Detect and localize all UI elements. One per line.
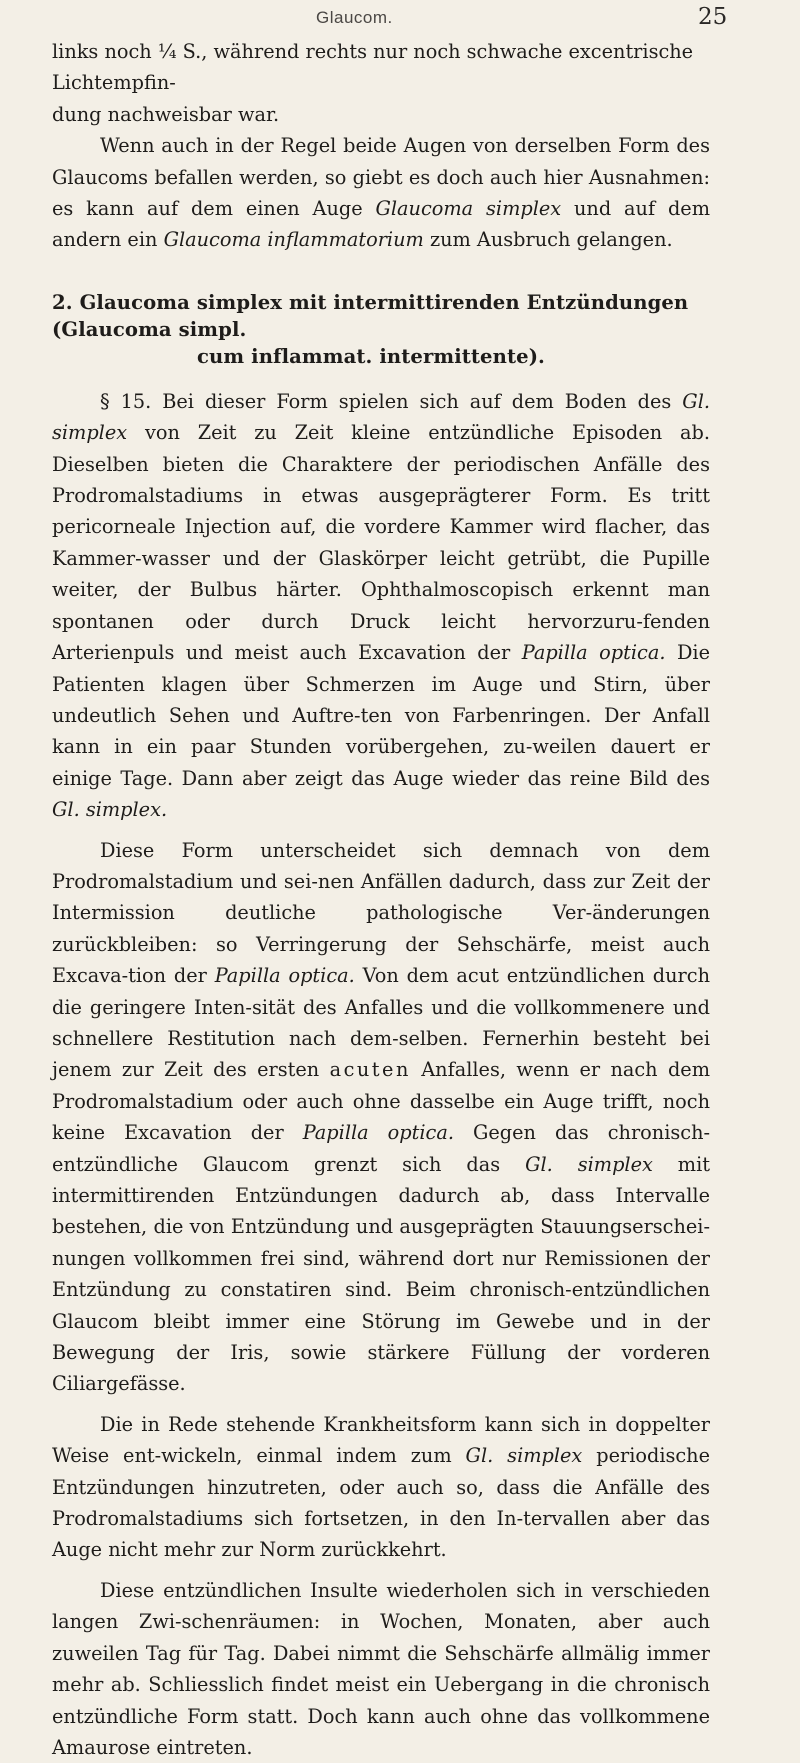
italic-term: Glaucoma simplex (375, 197, 562, 221)
text-run: und auf dem andern ein (52, 197, 710, 252)
continuation-line-1: links noch ¼ S., während rechts nur noch schwache excentrische Lichtempfin- (52, 40, 694, 95)
italic-term: Gl. simplex (465, 1444, 583, 1468)
page-number: 25 (698, 4, 728, 30)
text-run: Die in Rede stehende Krankheitsform kann sich in doppelter Weise ent-wickeln, einmal indem zum (52, 1412, 710, 1468)
text-run: von Zeit zu Zeit kleine entzündliche Episoden ab. Dieselben bieten die Charaktere der periodischen Anfälle des Prodromalstadiums in etwas ausgeprägterer Form. Es tritt pericorneale Injection auf, die vordere Kammer wird flacher, das Kammer-wasser und der Glaskörper leicht getrübt, die Pupille weiter, der Bulbus härter. Ophthalmoscopisch erkennt man spontanen oder durch Druck leicht hervorzuru-fenden Arterienpuls und meist auch Excavation der (52, 421, 710, 665)
paragraph-differentiation (52, 835, 710, 1400)
text-run: Wenn auch in der Regel beide Augen von derselben Form des Glaucoms befallen werden, so giebt es doch auch hier Ausnahmen: es kann auf dem einen Auge (52, 134, 710, 221)
text-run: Anfalles, wenn er nach dem Prodromalstadium oder auch ohne dasselbe ein Auge trifft, noch keine Excavation der (52, 1058, 710, 1145)
text-run: Von dem acut entzündlichen durch die geringere Inten-sität des Anfalles und die vollkommenere und schnellere Restitution nach dem-selben. Fernerhin besteht bei jenem zur Zeit des ersten (52, 964, 710, 1082)
text-run: Gegen das chronisch-entzündliche Glaucom grenzt sich das (52, 1121, 711, 1176)
paragraph-section-15 (52, 386, 710, 826)
italic-term: Gl. simplex (52, 389, 710, 445)
italic-term: Papilla optica. (521, 641, 666, 665)
body-text (52, 36, 710, 1763)
italic-term: Papilla optica. (214, 964, 355, 988)
text-run: § 15. Bei dieser Form spielen sich auf dem Boden des (100, 389, 683, 413)
paragraph-exceptions (52, 130, 710, 256)
italic-term: Gl. simplex (525, 1152, 653, 1176)
italic-term: Glaucoma inflammatorium (163, 228, 424, 252)
text-run: Diese Form unterscheidet sich demnach von dem Prodromalstadium und sei-nen Anfällen dadurch, dass zur Zeit der Intermission deutliche pathologische Ver-änderungen zurückbleiben: so Verringerung der Sehschärfe, meist auch Excava-tion der (52, 838, 710, 988)
paragraph-gap (52, 1566, 710, 1575)
continuation-paragraph (52, 36, 710, 130)
section-heading-line-1: 2. Glaucoma simplex mit intermittirenden Entzündungen (Glaucoma simpl. (52, 290, 689, 341)
running-title: Glaucom. (316, 8, 393, 27)
paragraph-gap (52, 826, 710, 835)
spaced-emphasis: acuten (329, 1058, 411, 1082)
running-head (0, 4, 800, 34)
text-run: periodische Entzündungen hinzutreten, oder auch so, dass die Anfälle des Prodromalstadiums sich fortsetzen, in den In-tervallen aber das Auge nicht mehr zur Norm zurückkehrt. (52, 1444, 711, 1562)
continuation-line-2: dung nachweisbar war. (52, 102, 280, 126)
section-heading (52, 289, 710, 370)
italic-term: Papilla optica. (302, 1121, 454, 1145)
italic-term: Gl. simplex. (52, 798, 168, 822)
text-run: zum Ausbruch gelangen. (423, 228, 673, 252)
paragraph-gap (52, 1400, 710, 1409)
text-run: mit intermittirenden Entzündungen dadurch ab, dass Intervalle bestehen, die von Entzündung und ausgeprägten Stauungserschei-nungen vollkommen frei sind, während dort nur Remissionen der Entzündung zu constatiren sind. Beim chronisch-entzündlichen Glaucom bleibt immer eine Störung im Gewebe und in der Bewegung der Iris, sowie stärkere Füllung der vorderen Ciliargefässe. (52, 1152, 711, 1396)
paragraph-development (52, 1409, 710, 1566)
section-heading-line-2: cum inflammat. intermittente). (197, 344, 545, 368)
text-run: Die Patienten klagen über Schmerzen im Auge und Stirn, über undeutlich Sehen und Auftre-ten von Farbenringen. Der Anfall kann in ein paar Stunden vorübergehen, zu-weilen dauert er einige Tage. Dann aber zeigt das Auge wieder das reine Bild des (52, 641, 710, 790)
paragraph-insults: Diese entzündlichen Insulte wiederholen sich in verschieden langen Zwi-schenräumen: in Wochen, Monaten, aber auch zuweilen Tag für Tag. Dabei nimmt die Sehschärfe allmälig immer mehr ab. Schliesslich findet meist ein Uebergang in die chronisch entzündliche Form statt. Doch kann auch ohne das vollkommene Amaurose eintreten. (52, 1578, 710, 1759)
